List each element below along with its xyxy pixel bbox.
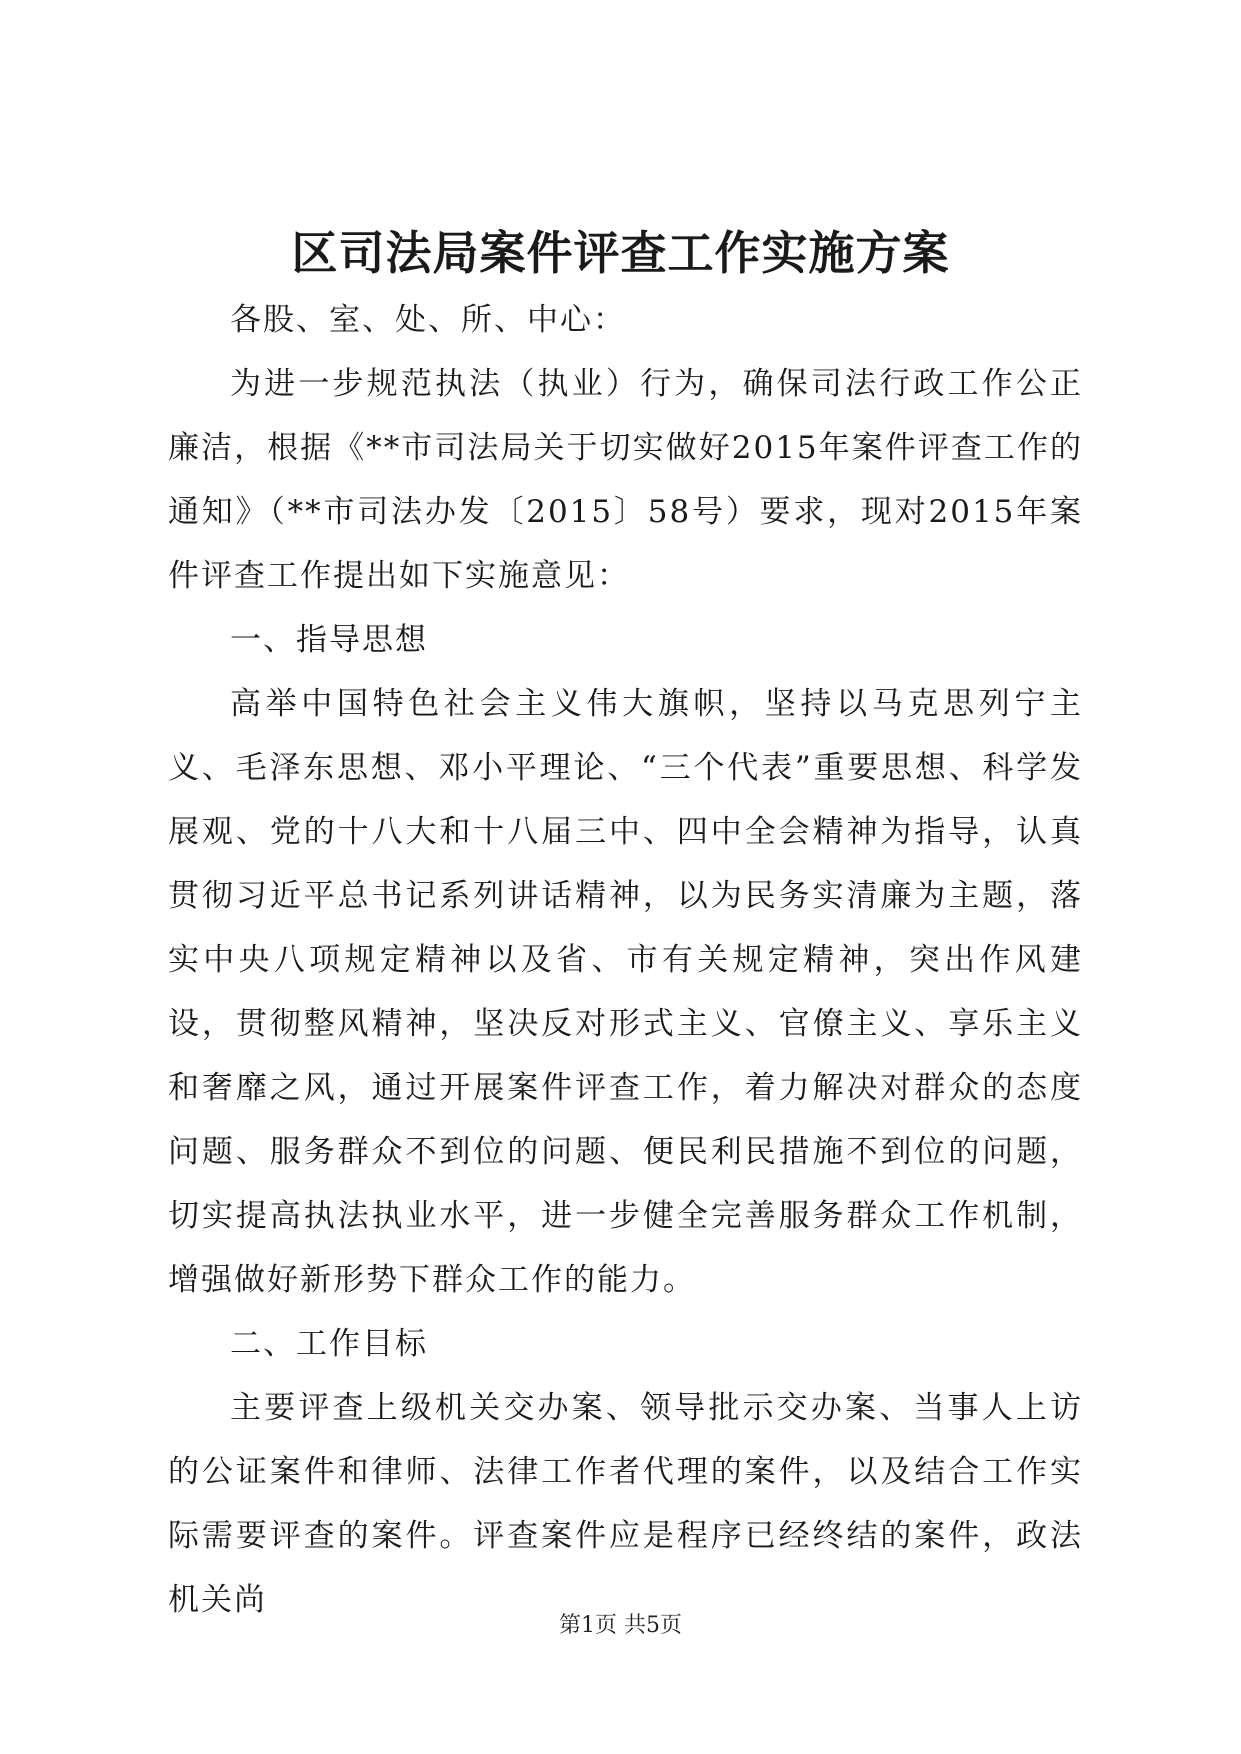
guiding-ideology-paragraph: 高举中国特色社会主义伟大旗帜，坚持以马克思列宁主义、毛泽东思想、邓小平理论、“三个代表”重要思想、科学发展观、党的十八大和十八届三中、四中全会精神为指导，认真贯彻习近平总书记系列讲话精神，以为民务实清廉为主题，落实中央八项规定精神以及省、市有关规定精神，突出作风建设，贯彻整风精神，坚决反对形式主义、官僚主义、享乐主义和奢靡之风，通过开展案件评查工作，着力解决对群众的态度问题、服务群众不到位的问题、便民利民措施不到位的问题，切实提高执法执业水平，进一步健全完善服务群众工作机制，增强做好新形势下群众工作的能力。 — [168, 686, 1083, 1298]
document-body — [168, 288, 1083, 1632]
work-goals-paragraph: 主要评查上级机关交办案、领导批示交办案、当事人上访的公证案件和律师、法律工作者代理的案件，以及结合工作实际需要评查的案件。评查案件应是程序已经终结的案件，政法机关尚 — [168, 1390, 1083, 1618]
intro-paragraph: 为进一步规范执法（执业）行为，确保司法行政工作公正廉洁，根据《**市司法局关于切实做好2015年案件评查工作的通知》（**市司法办发〔2015〕58号）要求，现对2015年案件评查工作提出如下实施意见： — [168, 366, 1083, 594]
section-heading-work-goals: 二、工作目标 — [230, 1326, 428, 1362]
salutation: 各股、室、处、所、中心： — [230, 302, 626, 338]
section-heading-guiding-ideology: 一、指导思想 — [230, 622, 428, 658]
page-footer: 第1页 共5页 — [559, 1613, 682, 1638]
document-title: 区司法局案件评查工作实施方案 — [291, 226, 950, 280]
